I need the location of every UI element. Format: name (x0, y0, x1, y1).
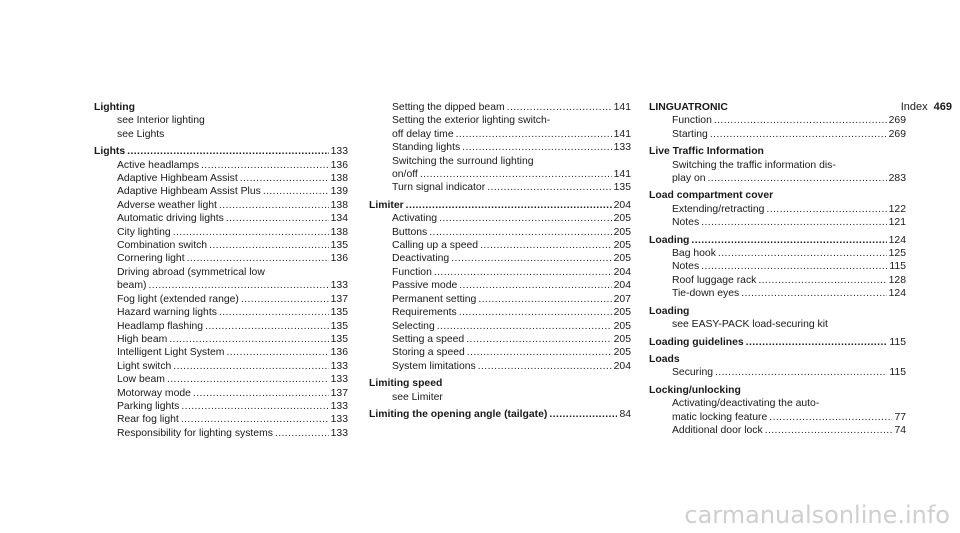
index-heading (369, 377, 631, 390)
index-entry (369, 391, 631, 404)
entry-label: Securing (672, 367, 714, 379)
index-entry (94, 413, 348, 426)
page-reference: 135 (613, 182, 631, 194)
index-entry (649, 318, 906, 331)
index-heading (649, 145, 906, 158)
page-reference: 135 (330, 320, 348, 332)
dot-leader (275, 427, 329, 440)
index-entry (94, 333, 348, 346)
index-entry (649, 366, 906, 379)
index-entry (94, 320, 348, 333)
index-entry (94, 252, 348, 265)
index-entry (369, 293, 631, 306)
page-reference: 138 (330, 173, 348, 185)
entry-label: Intelligent Light System (117, 347, 225, 359)
index-entry (369, 360, 631, 373)
entry-label: Limiting speed (369, 378, 443, 390)
page-reference: 137 (330, 293, 348, 305)
entry-label: Starting (672, 128, 708, 140)
entry-label: Load compartment cover (649, 190, 774, 202)
index-entry (369, 155, 631, 168)
page-reference: 133 (330, 280, 348, 292)
index-column-3 (649, 101, 906, 437)
entry-label: Storing a speed (392, 347, 465, 359)
entry-label: off delay time (392, 128, 454, 140)
dot-leader (718, 247, 887, 260)
page-reference: 133 (330, 400, 348, 412)
page-reference: 124 (888, 288, 906, 300)
page-reference: 205 (613, 320, 631, 332)
dot-leader (549, 408, 617, 421)
dot-leader (240, 172, 329, 185)
entry-label: Live Traffic Information (649, 146, 764, 158)
page-header (901, 101, 952, 113)
entry-label: Responsibility for lighting systems (117, 427, 273, 439)
index-entry (94, 279, 348, 292)
page-reference: 269 (888, 115, 906, 127)
page-reference: 141 (613, 128, 631, 140)
page-reference: 133 (330, 374, 348, 386)
index-entry (649, 397, 906, 410)
page-reference: 77 (894, 411, 906, 423)
index-entry (369, 168, 631, 181)
index-entry (649, 424, 906, 437)
entry-label: Extending/retracting (672, 203, 765, 215)
index-entry (94, 306, 348, 319)
page-reference: 204 (613, 266, 631, 278)
index-entry (369, 333, 631, 346)
dot-leader (148, 279, 328, 292)
entry-label: Tie-down eyes (672, 288, 740, 300)
entry-label: Notes (672, 217, 700, 229)
dot-leader (507, 101, 612, 114)
page-reference: 134 (330, 213, 348, 225)
index-entry (369, 320, 631, 333)
entry-label: Light switch (117, 360, 172, 372)
page-reference: 133 (330, 360, 348, 372)
entry-label: Additional door lock (672, 424, 763, 436)
dot-leader (701, 216, 887, 229)
entry-label: Motorway mode (117, 387, 191, 399)
dot-leader (714, 114, 887, 127)
entry-label: Switching the surround lighting (392, 155, 534, 167)
entry-label: Loads (649, 353, 680, 365)
entry-label: Activating (392, 213, 438, 225)
entry-label: see EASY-PACK load-securing kit (672, 319, 828, 331)
index-entry (369, 101, 631, 114)
dot-leader (406, 199, 612, 212)
dot-leader (451, 252, 611, 265)
entry-label: Combination switch (117, 240, 208, 252)
index-entry (94, 266, 348, 279)
index-heading (649, 189, 906, 202)
page-reference: 205 (613, 307, 631, 319)
dot-leader (478, 293, 611, 306)
index-entry (369, 141, 631, 154)
entry-label: on/off (392, 169, 418, 181)
entry-label: Headlamp flashing (117, 320, 204, 332)
dot-leader (459, 306, 612, 319)
entry-label: Loading (649, 305, 690, 317)
index-entry (94, 239, 348, 252)
page-reference: 204 (613, 360, 631, 372)
dot-leader (766, 203, 886, 216)
entry-label: Locking/unlocking (649, 384, 741, 396)
index-entry (369, 239, 631, 252)
dot-leader (167, 373, 329, 386)
page-reference: 205 (613, 347, 631, 359)
page-reference: 133 (330, 414, 348, 426)
page-reference: 205 (613, 253, 631, 265)
dot-leader (437, 320, 612, 333)
page-reference: 141 (613, 102, 631, 113)
index-entry (94, 159, 348, 172)
dot-leader (715, 366, 887, 379)
page-reference: 204 (613, 199, 631, 211)
dot-leader (478, 360, 612, 373)
dot-leader (127, 145, 328, 158)
entry-label: Buttons (392, 226, 428, 238)
dot-leader (173, 360, 328, 373)
entry-label: Function (392, 266, 432, 278)
page-reference: 136 (330, 347, 348, 359)
index-heading (649, 305, 906, 318)
page-reference: 205 (613, 213, 631, 225)
section-title: Index (900, 101, 928, 113)
dot-leader (459, 279, 611, 292)
dot-leader (187, 252, 329, 265)
index-entry (94, 128, 348, 141)
index-entry (94, 346, 348, 359)
index-entry (369, 114, 631, 127)
entry-label: Rear fog light (117, 414, 179, 426)
index-entry (369, 181, 631, 194)
index-entry (369, 212, 631, 225)
entry-label: Fog light (extended range) (117, 293, 239, 305)
index-entry (369, 306, 631, 319)
index-heading (94, 145, 348, 158)
entry-label: matic locking feature (672, 411, 768, 423)
page-reference: 84 (619, 408, 631, 420)
entry-label: Roof luggage rack (672, 274, 757, 286)
page-reference: 133 (330, 427, 348, 439)
dot-leader (769, 411, 892, 424)
entry-label: City lighting (117, 226, 171, 238)
page-reference: 138 (330, 226, 348, 238)
dot-leader (263, 185, 329, 198)
index-heading (369, 199, 631, 212)
index-entry (94, 212, 348, 225)
dot-leader (205, 320, 329, 333)
page-reference: 136 (330, 159, 348, 171)
entry-label: see Lights (117, 128, 165, 140)
index-entry (369, 266, 631, 279)
index-column-1 (94, 101, 348, 440)
index-entry (94, 293, 348, 306)
entry-label: Passive mode (392, 280, 458, 292)
entry-label: Notes (672, 261, 700, 273)
index-heading (649, 234, 906, 247)
entry-label: Hazard warning lights (117, 307, 217, 319)
index-heading (94, 101, 348, 114)
page-reference: 205 (613, 226, 631, 238)
index-entry (649, 128, 906, 141)
page-reference: 205 (613, 333, 631, 345)
dot-leader (420, 168, 612, 181)
dot-leader (439, 212, 612, 225)
index-entry (94, 199, 348, 212)
dot-leader (201, 159, 329, 172)
index-entry (94, 427, 348, 440)
dot-leader (710, 128, 887, 141)
dot-leader (434, 266, 612, 279)
dot-leader (219, 306, 329, 319)
page-reference: 124 (888, 234, 906, 246)
dot-leader (456, 128, 612, 141)
page-number: 469 (933, 101, 952, 113)
page-reference: 115 (889, 261, 906, 273)
entry-label: Function (672, 115, 712, 127)
dot-leader (169, 333, 328, 346)
entry-label: Permanent setting (392, 293, 477, 305)
page-reference: 125 (888, 248, 906, 260)
index-entry (94, 400, 348, 413)
page-reference: 139 (330, 186, 348, 198)
page-reference: 135 (330, 240, 348, 252)
entry-label: Active headlamps (117, 159, 200, 171)
entry-label: Loading guidelines (649, 336, 744, 348)
entry-label: play on (672, 173, 706, 185)
page-reference: 204 (613, 280, 631, 292)
index-heading (649, 353, 906, 366)
dot-leader (193, 387, 329, 400)
entry-label: Switching the traffic information dis- (672, 159, 836, 171)
index-entry (649, 159, 906, 172)
entry-label: Automatic driving lights (117, 213, 224, 225)
index-column-2 (369, 101, 631, 421)
index-heading (369, 408, 631, 421)
dot-leader (691, 234, 886, 247)
page-reference: 133 (330, 146, 348, 158)
dot-leader (758, 274, 886, 287)
dot-leader (765, 424, 893, 437)
page-reference: 269 (888, 128, 906, 140)
entry-label: Loading (649, 234, 690, 246)
index-entry (369, 279, 631, 292)
dot-leader (241, 293, 329, 306)
index-entry (94, 373, 348, 386)
entry-label: Parking lights (117, 400, 180, 412)
page-reference: 283 (888, 173, 906, 185)
page-reference: 128 (888, 274, 906, 286)
page-reference: 122 (888, 203, 906, 215)
entry-label: Bag hook (672, 248, 716, 260)
entry-label: Requirements (392, 307, 457, 319)
entry-label: Setting a speed (392, 333, 465, 345)
dot-leader (181, 400, 328, 413)
entry-label: see Interior lighting (117, 115, 205, 127)
page-reference: 115 (889, 367, 906, 379)
dot-leader (226, 346, 328, 359)
dot-leader (701, 260, 887, 273)
index-entry (369, 346, 631, 359)
entry-label: Cornering light (117, 253, 185, 265)
entry-label: LINGUATRONIC (649, 102, 728, 113)
page-reference: 137 (330, 387, 348, 399)
dot-leader (480, 239, 612, 252)
index-entry (649, 172, 906, 185)
dot-leader (219, 199, 329, 212)
entry-label: Adaptive Highbeam Assist Plus (117, 186, 261, 198)
index-entry (369, 252, 631, 265)
entry-label: Turn signal indicator (392, 182, 486, 194)
entry-label: Limiting the opening angle (tailgate) (369, 408, 548, 420)
entry-label: Setting the exterior lighting switch- (392, 115, 551, 127)
watermark: carmanualsonline.info (684, 501, 950, 529)
entry-label: High beam (117, 333, 168, 345)
entry-label: Activating/deactivating the auto- (672, 398, 820, 410)
page-reference: 136 (330, 253, 348, 265)
index-entry (369, 128, 631, 141)
entry-label: Deactivating (392, 253, 450, 265)
index-entry (649, 287, 906, 300)
page-reference: 115 (889, 336, 906, 348)
entry-label: beam) (117, 280, 147, 292)
page-reference: 141 (613, 169, 631, 181)
dot-leader (462, 141, 611, 154)
index-entry (649, 247, 906, 260)
dot-leader (467, 346, 612, 359)
entry-label: Lights (94, 146, 126, 158)
index-entry (649, 203, 906, 216)
entry-label: Limiter (369, 199, 404, 211)
entry-label: Adverse weather light (117, 199, 217, 211)
dot-leader (466, 333, 611, 346)
dot-leader (209, 239, 329, 252)
index-entry (94, 172, 348, 185)
dot-leader (173, 226, 329, 239)
entry-label: Lighting (94, 102, 135, 113)
index-entry (649, 411, 906, 424)
entry-label: Low beam (117, 374, 165, 386)
dot-leader (429, 226, 611, 239)
index-entry (649, 114, 906, 127)
index-entry (369, 226, 631, 239)
index-entry (649, 216, 906, 229)
page-reference: 138 (330, 199, 348, 211)
index-entry (649, 260, 906, 273)
entry-label: see Limiter (392, 391, 443, 403)
entry-label: Selecting (392, 320, 435, 332)
dot-leader (708, 172, 887, 185)
entry-label: Adaptive Highbeam Assist (117, 173, 238, 185)
entry-label: System limitations (392, 360, 476, 372)
page-reference: 135 (330, 333, 348, 345)
page-reference: 205 (613, 240, 631, 252)
page-reference: 121 (888, 217, 906, 229)
entry-label: Standing lights (392, 142, 461, 154)
index-entry (649, 274, 906, 287)
entry-label: Calling up a speed (392, 240, 479, 252)
index-heading (649, 384, 906, 397)
dot-leader (226, 212, 329, 225)
index-entry (94, 114, 348, 127)
page-reference: 133 (613, 142, 631, 154)
dot-leader (181, 413, 329, 426)
index-heading (649, 336, 906, 349)
entry-label: Setting the dipped beam (392, 102, 505, 113)
index-heading (649, 101, 906, 114)
entry-label: Driving abroad (symmetrical low (117, 266, 265, 278)
index-entry (94, 360, 348, 373)
index-entry (94, 387, 348, 400)
page-reference: 135 (330, 307, 348, 319)
dot-leader (746, 336, 888, 349)
page-reference: 74 (894, 424, 906, 436)
index-entry (94, 226, 348, 239)
page-reference: 207 (613, 293, 631, 305)
dot-leader (487, 181, 611, 194)
index-entry (94, 185, 348, 198)
dot-leader (741, 287, 886, 300)
